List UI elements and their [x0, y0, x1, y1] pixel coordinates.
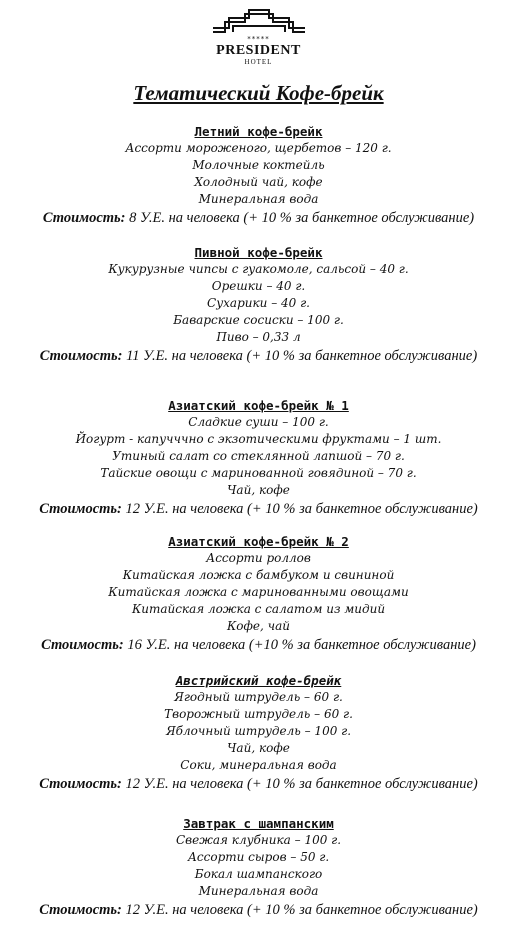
price-label: Стоимость:: [39, 348, 123, 364]
menu-item: Ассорти сыров – 50 г.: [187, 850, 330, 864]
section-title: Азиатский кофе-брейк № 1: [168, 398, 349, 413]
menu-item: Чай, кофе: [227, 483, 290, 497]
price-label: Стоимость:: [42, 210, 126, 226]
section-title: Пивной кофе-брейк: [194, 245, 323, 260]
price-text: 16 У.Е. на человека (+10 % за банкетное обслуживание): [127, 637, 476, 653]
section-title: Австрийский кофе-брейк: [175, 673, 342, 688]
section-price: [0, 900, 517, 920]
menu-section-champagne-breakfast: [0, 815, 517, 920]
menu-item: Яблочный штрудель – 100 г.: [165, 724, 352, 738]
menu-item: Сухарики – 40 г.: [207, 296, 310, 310]
page-title: Тематический Кофе-брейк: [133, 81, 384, 105]
menu-item: Китайская ложка с маринованными овощами: [108, 585, 409, 599]
menu-item: Орешки – 40 г.: [211, 279, 306, 293]
section-price: [0, 774, 517, 794]
price-text: 12 У.Е. на человека (+ 10 % за банкетное обслуживание): [125, 776, 478, 792]
menu-item: Ассорти мороженого, щербетов – 120 г.: [125, 141, 392, 155]
price-text: 12 У.Е. на человека (+ 10 % за банкетное обслуживание): [125, 501, 478, 517]
section-price: [0, 346, 517, 366]
menu-item: Баварские сосиски – 100 г.: [173, 313, 344, 327]
hotel-stars: *****: [247, 35, 270, 43]
price-text: 12 У.Е. на человека (+ 10 % за банкетное обслуживание): [125, 902, 478, 918]
menu-item: Молочные коктейль: [192, 158, 325, 172]
menu-item: Пиво – 0,33 л: [216, 330, 301, 344]
menu-item: Кофе, чай: [227, 619, 290, 633]
menu-section-asian-2: [0, 533, 517, 655]
hotel-brand-name: PRESIDENT: [216, 43, 301, 58]
menu-item: Чай, кофе: [227, 741, 290, 755]
section-price: [0, 499, 517, 519]
menu-item: Творожный штрудель – 60 г.: [164, 707, 353, 721]
price-label: Стоимость:: [39, 902, 122, 918]
menu-item: Свежая клубника – 100 г.: [175, 833, 342, 847]
menu-item: Минеральная вода: [198, 884, 319, 898]
menu-item: Китайская ложка с салатом из мидий: [131, 602, 386, 616]
menu-item: Йогурт - капучччно с экзотическими фруктами – 1 шт.: [75, 432, 442, 446]
price-label: Стоимость:: [39, 501, 122, 517]
menu-section-beer: [0, 244, 517, 366]
menu-item: Холодный чай, кофе: [194, 175, 323, 189]
menu-item: Китайская ложка с бамбуком и свининой: [122, 568, 395, 582]
menu-item: Сладкие суши – 100 г.: [188, 415, 329, 429]
menu-item: Соки, минеральная вода: [180, 758, 337, 772]
price-label: Стоимость:: [41, 637, 124, 653]
menu-section-austrian: [0, 672, 517, 794]
section-title: Азиатский кофе-брейк № 2: [168, 534, 349, 549]
hotel-subtitle: HOTEL: [244, 58, 273, 66]
menu-item: Бокал шампанского: [194, 867, 323, 881]
menu-item: Утиный салат со стеклянной лапшой – 70 г.: [112, 449, 405, 463]
menu-section-asian-1: [0, 397, 517, 519]
section-price: [0, 635, 517, 655]
price-text: 11 У.Е. на человека (+ 10 % за банкетное обслуживание): [126, 348, 478, 364]
price-text: 8 У.Е. на человека (+ 10 % за банкетное обслуживание): [129, 210, 475, 226]
menu-item: Ягодный штрудель – 60 г.: [174, 690, 343, 704]
section-price: [0, 208, 517, 228]
section-title: Завтрак с шампанским: [183, 816, 334, 831]
price-label: Стоимость:: [39, 776, 122, 792]
section-title: Летний кофе-брейк: [194, 124, 323, 139]
menu-item: Минеральная вода: [198, 192, 319, 206]
menu-section-summer: [0, 123, 517, 228]
menu-item: Тайские овощи с маринованной говядиной – 70 г.: [100, 466, 417, 480]
president-hotel-logo-icon: [211, 8, 307, 34]
menu-item: Кукурузные чипсы с гуакомоле, сальсой – 40 г.: [108, 262, 409, 276]
menu-item: Ассорти роллов: [206, 551, 311, 565]
hotel-logo: [0, 8, 517, 66]
